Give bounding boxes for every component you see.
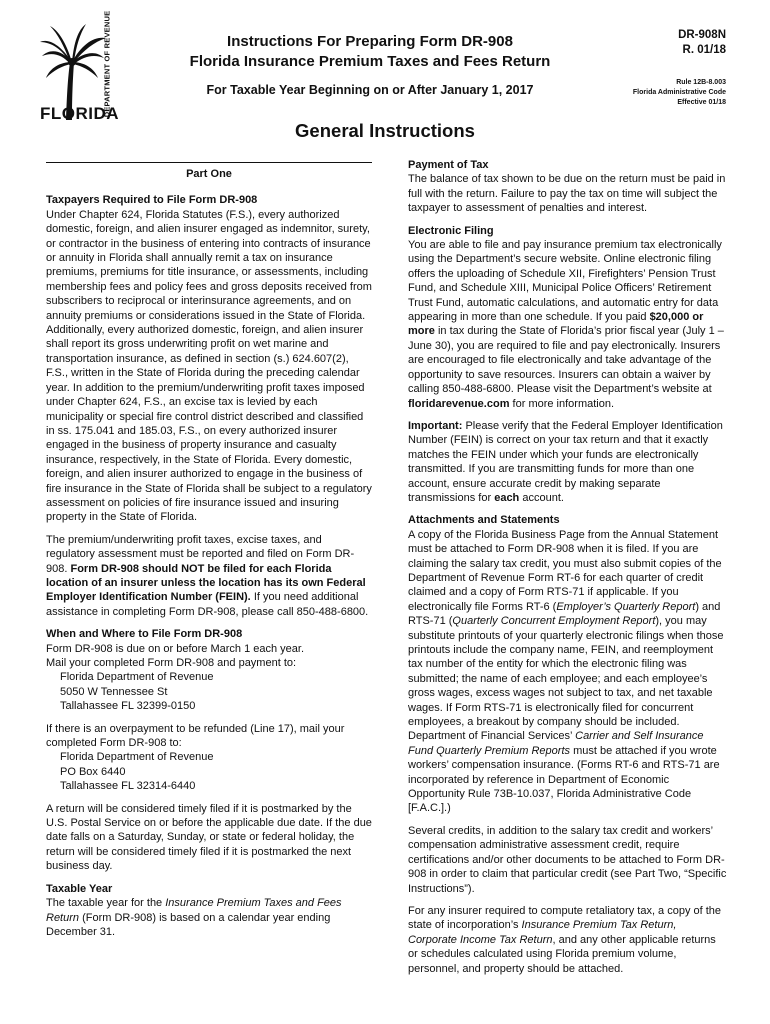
payment-address: Florida Department of Revenue 5050 W Tennessee St Tallahassee FL 32399-0150: [60, 671, 214, 713]
when-where-heading: When and Where to File Form DR-908: [46, 628, 243, 641]
payment-heading: Payment of Tax: [408, 159, 489, 171]
taxable-year-text: The taxable year for the Insurance Premium Taxes and Fees Return (Form DR-908) is based on a calendar year ending December 31.: [46, 897, 342, 938]
overpayment-text: If there is an overpayment to be refunded (Line 17), mail your completed Form DR-908 to:: [46, 722, 345, 750]
form-number: DR-908N: [678, 29, 726, 41]
rule-citation: Rule 12B-8.003 Florida Administrative Code Effective 01/18: [632, 79, 726, 106]
right-column: [408, 158, 728, 984]
important-note: Important: Please verify that the Federal Employer Identification Number (FEIN) is correct on your tax return and that it exactly matches the FEIN under which your funds are electronically transmitted. If you are transmitting funds for more than one account, ensure accurate credit by making separate transmissions for each account.: [408, 419, 723, 504]
taxable-year-heading: Taxable Year: [46, 882, 113, 895]
electronic-filing-heading: Electronic Filing: [408, 224, 494, 237]
page-subtitle: For Taxable Year Beginning on or After January 1, 2017: [206, 83, 534, 97]
section-title: General Instructions: [295, 120, 475, 141]
retaliatory-text: For any insurer required to compute retaliatory tax, a copy of the state of incorporation’s Insurance Premium Tax Return, Corporate Income Tax Return, and any other applicable returns or schedules calculated using Florida premium volume, personnel, and property should be attached.: [408, 904, 722, 975]
taxpayers-heading: Taxpayers Required to File Form DR-908: [46, 194, 258, 207]
part-one-heading: Part One: [46, 162, 372, 181]
timely-filed-text: A return will be considered timely filed if it is postmarked by the U.S. Postal Service on or before the applicable due date. If the due date falls on a Saturday, Sunday, or state or federal holiday, the return will be considered timely filed if it is postmarked the next business day.: [46, 802, 372, 873]
payment-text: The balance of tax shown to be due on the return must be paid in full with the return. Failure to pay the tax on time will subject the taxpayer to assessment of penalties and interest.: [408, 173, 726, 215]
taxpayers-text: Under Chapter 624, Florida Statutes (F.S.), every authorized domestic, foreign, and alien insurer engaged as indemnitor, surety, or contractor in the business of entering into contracts of insurance or annuity in Florida shall annually remit a tax on insurance premiums, premiums for title insurance, or assessments, including membership fees and policy fees and gross deposits received from subscribers to reciprocal or interinsurance agreements, and on annuity premiums or considerations issued in the State of Florida. Additionally, every authorized domestic, foreign, and alien insurer shall report its gross underwriting profit on wet marine and transportation insurance, as defined in section (s.) 624.607(2), F.S., written in the State of Florida during the preceding calendar year. In addition to the premium/underwriting profit taxes imposed under Chapter 624, F.S., an excise tax is levied by each municipality or special fire control district described and classified in ss. 175.041 and 185.03, F.S., on every authorized insurer engaged in the business of property insurance and casualty insurance, respectively, in the State of Florida. Every domestic, foreign, and alien insurer authorized to engage in the business of fire insurance in the State of Florida shall be subject to a regulatory assessment on policies of fire insurance issued and insuring property in the State of Florida.: [46, 208, 372, 524]
electronic-filing-text: You are able to file and pay insurance premium tax electronically using the Department’s secure website. Online electronic filing offers the uploading of Schedule XII, Firefighters’ Pension Trust Fund, and Schedule XIII, Municipal Police Officers’ Retirement Trust Fund, automatic calculations, and automatic entry for data appearing in more than one schedule. If you paid $20,000 or more in tax during the State of Florida’s prior fiscal year (July 1 – June 30), you are required to file and pay electronically. Insurers are encouraged to file electronically and take advantage of the opportunity to save resources. Insurers can obtain a waiver by calling 850-488-6800. Please visit the Department’s website at floridarevenue.com for more information.: [408, 239, 724, 410]
logo-state-text: FLORIDA: [40, 104, 120, 123]
form-number-block: [678, 28, 726, 58]
credits-text: Several credits, in addition to the salary tax credit and workers’ compensation administrative assessment credit, require certifications and/or other documents to be attached to Form DR-908 in order to claim that particular credit (see Part Two, “Specific Instructions”).: [408, 824, 727, 895]
website-link[interactable]: floridarevenue.com: [408, 397, 510, 410]
page-title: Instructions For Preparing Form DR-908 Florida Insurance Premium Taxes and Fees Return: [189, 33, 551, 70]
attachments-heading: Attachments and Statements: [408, 514, 560, 527]
mail-instruction: Mail your completed Form DR-908 and payment to:: [46, 657, 297, 669]
left-column: [46, 158, 372, 947]
form-revision: R. 01/18: [682, 44, 726, 56]
logo-department-text: DEPARTMENT OF REVENUE: [102, 10, 112, 118]
due-date-text: Form DR-908 is due on or before March 1 each year.: [46, 642, 305, 655]
premium-paragraph: The premium/underwriting profit taxes, excise taxes, and regulatory assessment must be reported and filed on Form DR-908. Form DR-908 should NOT be filed for each Florida location of an insurer unless the location has its own Federal Employer Identification Number (FEIN). If you need additional assistance in completing Form DR-908, please call 850-488-6800.: [46, 533, 369, 618]
refund-address: Florida Department of Revenue PO Box 6440 Tallahassee FL 32314-6440: [60, 751, 214, 793]
attachments-text: A copy of the Florida Business Page from the Annual Statement must be attached to Form DR-908 when it is filed. If you are claiming the salary tax credit, you must also submit copies of the Department of Revenue Form RT-6 for each quarter of credit claimed and a copy of Form RTS-71 if applicable. If you electronically file Forms RT-6 (Employer’s Quarterly Report) and RTS-71 (Quarterly Concurrent Employment Report), you may substitute printouts of your quarterly electronic filings when those printouts include the company name, FEIN, and reemployment tax number of the entity for which the electronic filing was submitted; the name of each employee; and each employee’s gross wages, excess wages not subject to tax, and net taxable wages. If Form RTS-71 is electronically filed for concurrent employees, a breakout by company should be included. Department of Financial Services’ Carrier and Self Insurance Fund Quarterly Premium Reports must be attached if you wrote workers’ compensation insurance. (Forms RT-6 and RTS-71 are incorporated by reference in Department of Economic Opportunity Rule 73B-10.037, Florida Administrative Code [F.A.C.].): [408, 528, 724, 815]
